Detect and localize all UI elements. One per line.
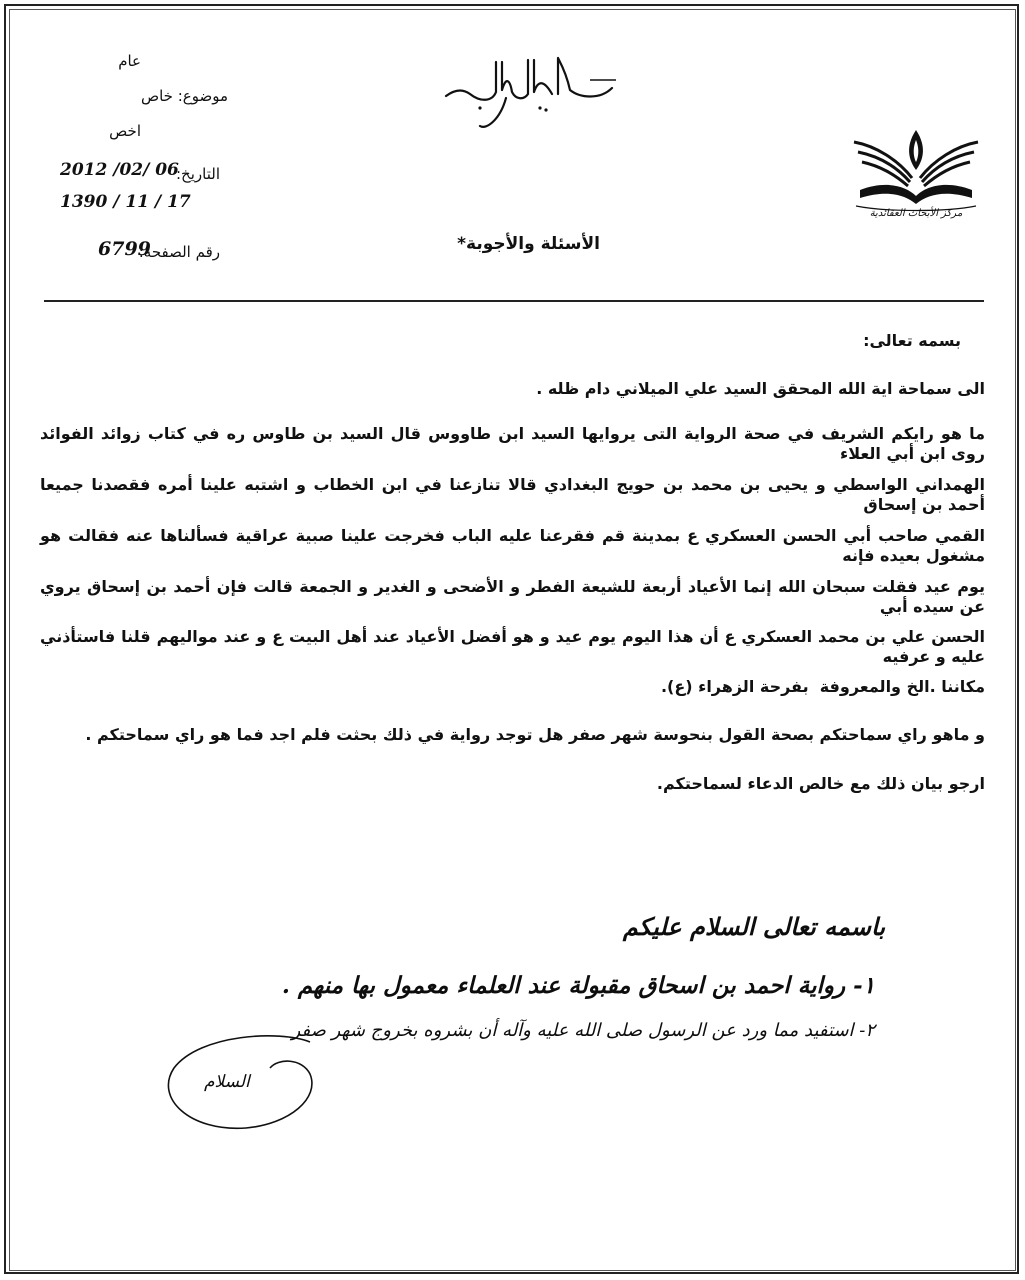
letter-addressee: الى سماحة اية الله المحقق السيد علي الميلاني دام ظله . <box>536 379 985 398</box>
subject-label: موضوع: <box>177 87 228 105</box>
classification-subject <box>141 87 228 105</box>
header-divider <box>44 300 984 302</box>
reply-line-1: ١- رواية احمد بن اسحاق مقبولة عند العلماء معمول بها منهم . <box>281 972 875 999</box>
date-gregorian: 2012 /02/ 06 <box>60 160 179 180</box>
document-title: الأسئلة والأجوبة* <box>457 234 600 254</box>
question-2: و ماهو راي سماحتكم بصحة القول بنحوسة شهر صفر هل توجد رواية في ذلك بحثت فلم اجد فما هو راي سماحتكم . <box>85 725 985 744</box>
reply-greeting: باسمه تعالى السلام عليكم <box>622 912 885 941</box>
date-hijri: 1390 / 11 / 17 <box>60 192 191 212</box>
paragraph-line-3: القمي صاحب أبي الحسن العسكري ع بمدينة قم فقرعنا عليه الباب فخرجت علينا صبية عراقية فسألناها عنه فقالت هو مشغول بعيده فإنه <box>40 526 985 565</box>
classification-general: عام <box>118 52 141 70</box>
paragraph-line-1: ما هو رايكم الشريف في صحة الرواية التى يروايها السيد ابن طاووس قال السيد بن طاوس ره في كتاب زوائد الفوائد روى ابن أبي العلاء <box>40 424 985 463</box>
letter-opening: بسمه تعالى: <box>863 331 961 350</box>
page-number-label: رقم الصفحة: <box>138 243 220 261</box>
basmala-calligraphy <box>440 50 620 130</box>
logo-caption: مركز الأبحاث العقائدية <box>869 208 963 219</box>
paragraph-line-2: الهمداني الواسطي و يحيى بن محمد بن حويج البغدادي قالا تنازعنا في ابن الخطاب و اشتبه علينا أمره فقصدنا جميعا أحمد بن إسحاق <box>40 475 985 514</box>
letter-closing: ارجو بيان ذلك مع خالص الدعاء لسماحتكم. <box>656 774 985 793</box>
basmala-calligraphy-svg <box>440 50 620 130</box>
reply-signoff: السلام <box>204 1072 250 1092</box>
page-number: 6799 <box>98 238 151 260</box>
classification-most-private: اخص <box>109 122 141 140</box>
subject-private: خاص <box>140 87 173 105</box>
date-label: التاريخ: <box>176 165 220 183</box>
paragraph-line-5: الحسن علي بن محمد العسكري ع أن هذا اليوم يوم عيد و هو أفضل الأعياد عند أهل البيت ع و عند مواليهم قلنا فاستأذني عليه و عرفيه <box>40 627 985 666</box>
reply-line-2: ٢- استفيد مما ورد عن الرسول صلى الله عليه وآله أن بشروه بخروج شهر صفر <box>291 1020 875 1041</box>
signature <box>160 1028 330 1138</box>
paragraph-line-4: يوم عيد فقلت سبحان الله إنما الأعياد أربعة للشيعة الفطر و الأضحى و الغدير و الجمعة قالت فإن أحمد بن إسحاق يروي عن سيده أبي <box>40 577 985 616</box>
center-logo <box>846 120 986 230</box>
paragraph-line-6: مكاننا .الخ والمعروفة بفرحة الزهراء (ع). <box>660 677 985 696</box>
